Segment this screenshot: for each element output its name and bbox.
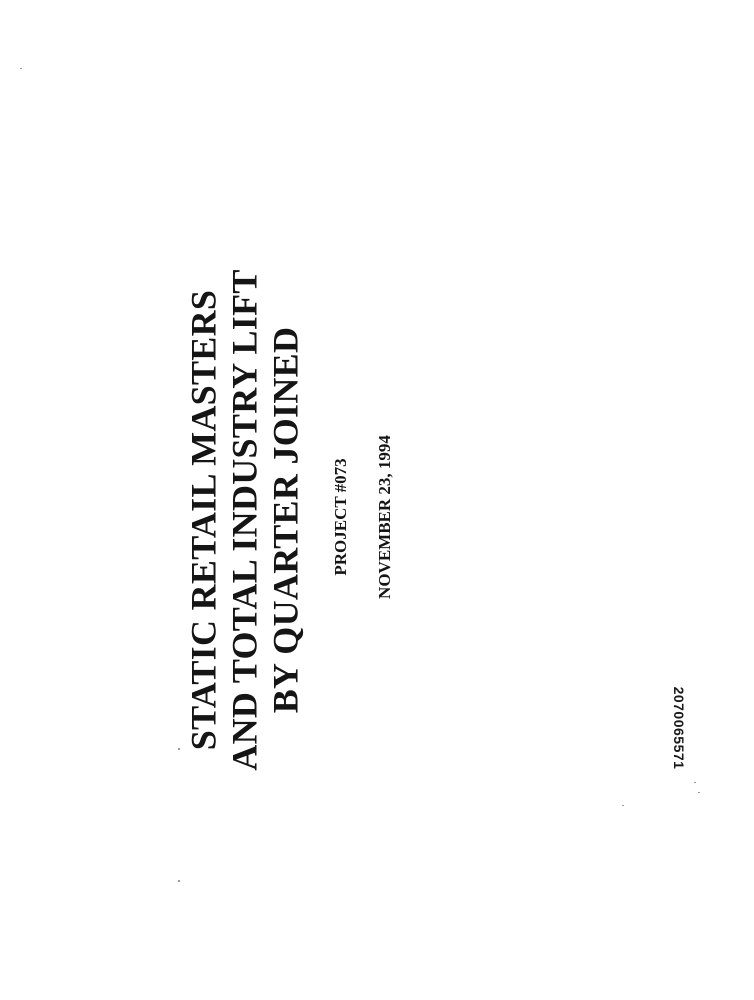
title-line-3: BY QUARTER JOINED: [265, 326, 306, 714]
report-title: [184, 200, 307, 840]
scan-speck: [694, 782, 696, 783]
title-line-1: STATIC RETAIL MASTERS: [183, 289, 224, 751]
project-number: PROJECT #073: [331, 458, 350, 576]
scan-speck: [698, 792, 700, 793]
scan-speck: [20, 68, 22, 69]
scan-speck: [178, 880, 180, 882]
report-date: NOVEMBER 23, 1994: [375, 435, 394, 599]
scan-speck: [178, 748, 180, 750]
report-subtitle: [331, 257, 395, 777]
bates-number: 2070065571: [671, 686, 687, 770]
title-line-2: AND TOTAL INDUSTRY LIFT: [224, 269, 265, 771]
scan-speck: [622, 805, 624, 806]
